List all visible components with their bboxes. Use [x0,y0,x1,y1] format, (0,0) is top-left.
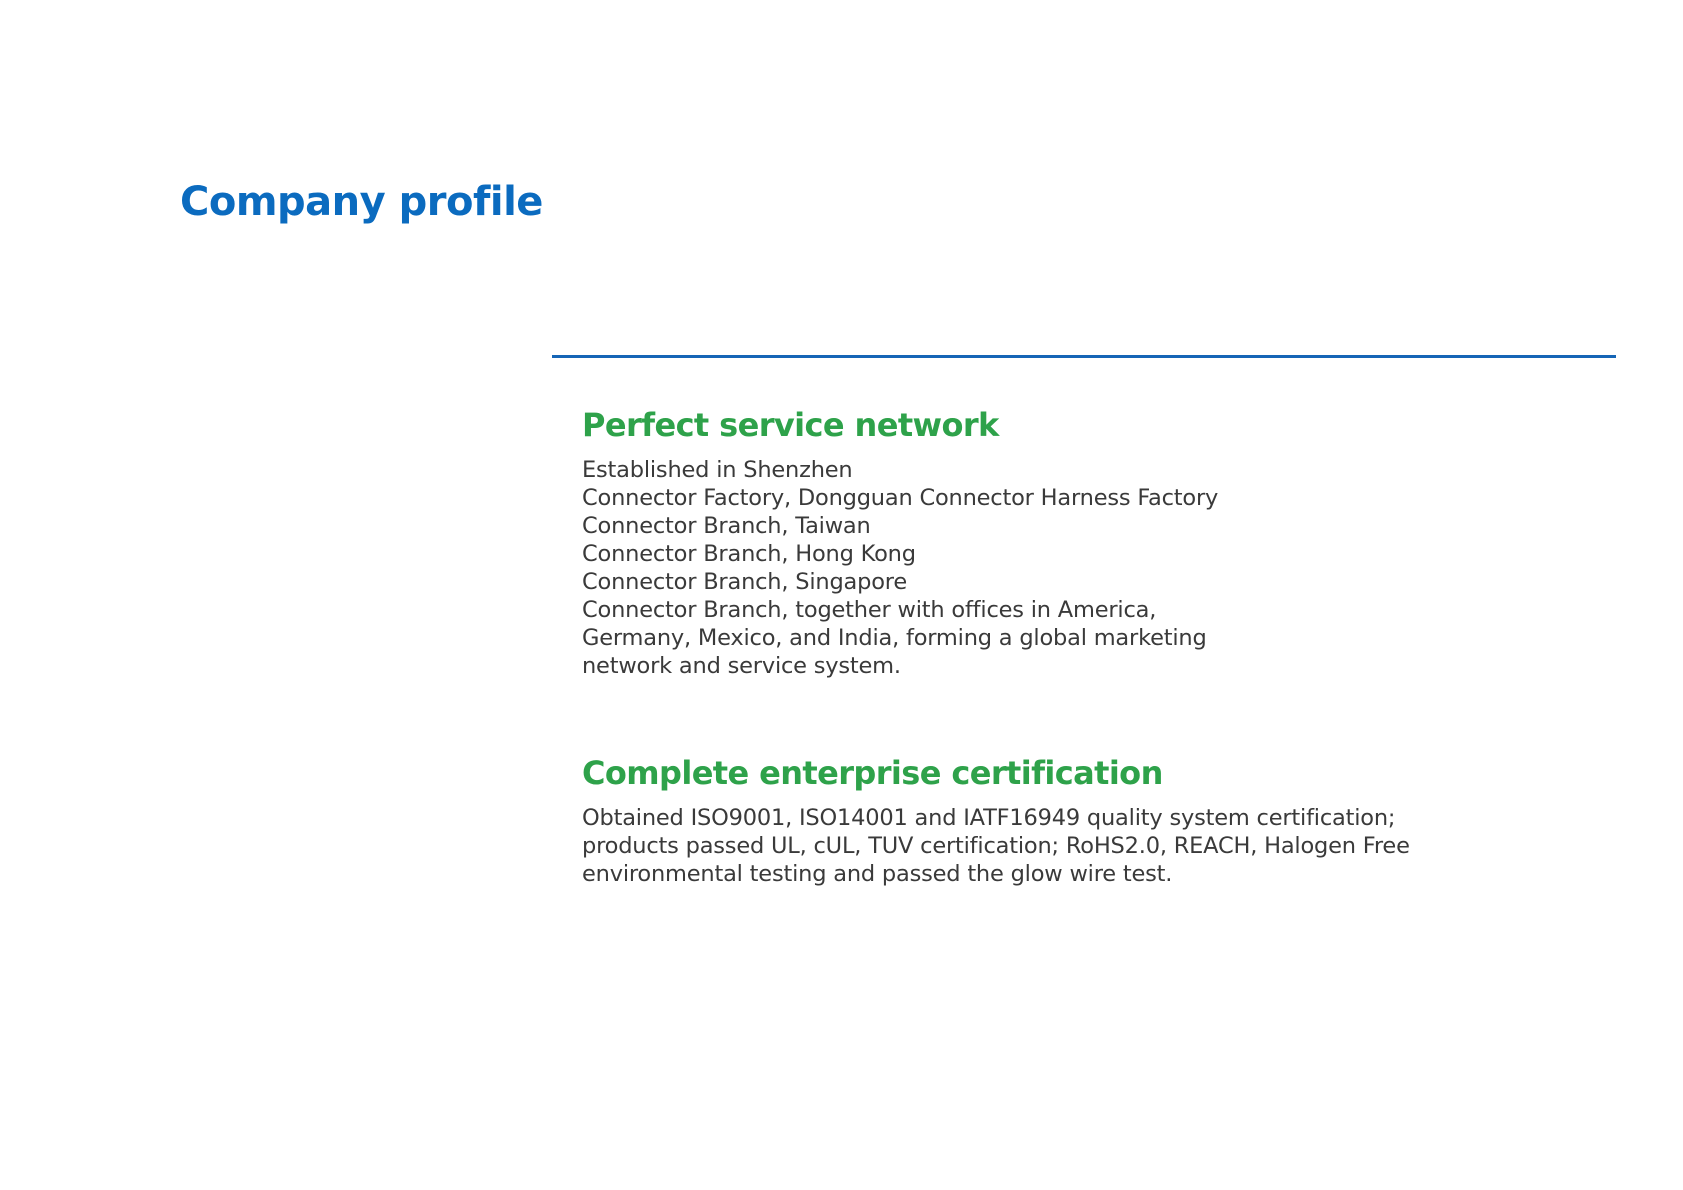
body-line: network and service system. [582,653,901,679]
body-line: Established in Shenzhen [582,457,853,483]
body-line: Connector Branch, Taiwan [582,513,871,539]
certification-section [582,750,1482,888]
service-network-section [582,402,1482,680]
body-line: Obtained ISO9001, ISO14001 and IATF16949 quality system certification; [582,805,1396,831]
body-line: Connector Factory, Dongguan Connector Harness Factory [582,485,1219,511]
service-network-heading: Perfect service network [582,406,999,444]
body-line: Germany, Mexico, and India, forming a global marketing [582,625,1207,651]
body-line: Connector Branch, together with offices in America, [582,597,1157,623]
service-network-body [582,456,1482,680]
certification-heading: Complete enterprise certification [582,754,1163,792]
section-divider [552,355,1616,358]
page-title: Company profile [180,179,543,225]
body-line: Connector Branch, Singapore [582,569,907,595]
body-line: Connector Branch, Hong Kong [582,541,916,567]
certification-body [582,804,1482,888]
body-line: environmental testing and passed the glow wire test. [582,861,1173,887]
body-line: products passed UL, cUL, TUV certification; RoHS2.0, REACH, Halogen Free [582,833,1410,859]
